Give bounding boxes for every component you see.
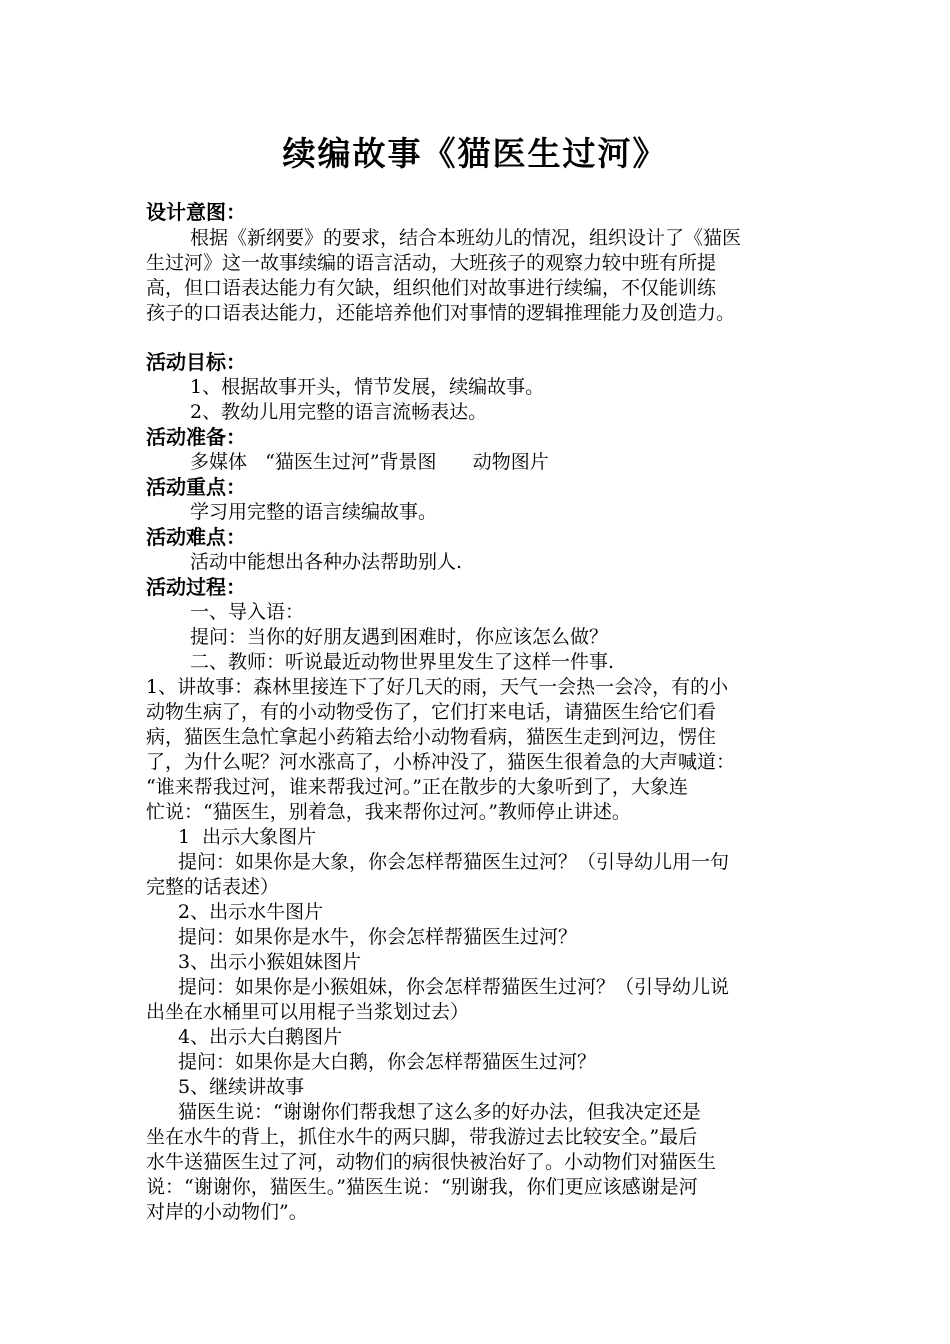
process-line: 提问：如果你是水牛，你会怎样帮猫医生过河？: [178, 926, 578, 948]
design-intent-heading: 设计意图：: [146, 200, 246, 224]
process-line: “谁来帮我过河，谁来帮我过河。”正在散步的大象听到了，大象连: [146, 776, 688, 798]
process-line: 完整的话表述）: [146, 876, 280, 898]
design-intent-line: 孩子的口语表达能力，还能培养他们对事情的逻辑推理能力及创造力。: [146, 302, 736, 324]
difficulty-text: 活动中能想出各种办法帮助别人.: [190, 551, 463, 573]
process-line: 坐在水牛的背上，抓住水牛的两只脚，带我游过去比较安全。”最后: [146, 1126, 698, 1148]
prep-text: 多媒体 “猫医生过河”背景图 动物图片: [190, 451, 549, 473]
process-line: 1 出示大象图片: [178, 826, 317, 848]
focus-heading: 活动重点：: [146, 475, 246, 499]
goal-item: 2、教幼儿用完整的语言流畅表达。: [190, 401, 488, 423]
process-line: 4、出示大白鹅图片: [178, 1026, 343, 1048]
process-line: 猫医生说：“谢谢你们帮我想了这么多的好办法，但我决定还是: [178, 1101, 701, 1123]
process-heading: 活动过程：: [146, 575, 246, 599]
process-line: 5、继续讲故事: [178, 1076, 305, 1098]
prep-heading: 活动准备：: [146, 425, 246, 449]
focus-text: 学习用完整的语言续编故事。: [190, 501, 438, 523]
difficulty-heading: 活动难点：: [146, 525, 246, 549]
process-line: 出坐在水桶里可以用棍子当浆划过去）: [146, 1001, 470, 1023]
goals-heading: 活动目标：: [146, 350, 246, 374]
page-title: 续编故事《猫医生过河》: [282, 134, 668, 173]
process-line: 3、出示小猴姐妹图片: [178, 951, 362, 973]
process-line: 提问：如果你是大象，你会怎样帮猫医生过河？（引导幼儿用一句: [178, 851, 730, 873]
process-line: 提问：当你的好朋友遇到困难时，你应该怎么做？: [190, 626, 609, 648]
process-line: 2、出示水牛图片: [178, 901, 324, 923]
process-line: 一、导入语：: [190, 601, 305, 623]
design-intent-line: 生过河》这一故事续编的语言活动，大班孩子的观察力较中班有所提: [146, 252, 717, 274]
design-intent-line: 高，但口语表达能力有欠缺，组织他们对故事进行续编，不仅能训练: [146, 277, 717, 299]
process-line: 病，猫医生急忙拿起小药箱去给小动物看病，猫医生走到河边，愣住: [146, 726, 717, 748]
process-line: 忙说：“猫医生，别着急，我来帮你过河。”教师停止讲述。: [146, 801, 631, 823]
process-line: 提问：如果你是大白鹅，你会怎样帮猫医生过河？: [178, 1051, 597, 1073]
process-line: 二、教师：听说最近动物世界里发生了这样一件事.: [190, 651, 615, 673]
process-line: 水牛送猫医生过了河，动物们的病很快被治好了。小动物们对猫医生: [146, 1151, 717, 1173]
process-line: 了，为什么呢？河水涨高了，小桥冲没了，猫医生很着急的大声喊道：: [146, 751, 736, 773]
process-line: 1、讲故事：森林里接连下了好几天的雨，天气一会热一会冷，有的小: [146, 676, 729, 698]
process-line: 动物生病了，有的小动物受伤了，它们打来电话，请猫医生给它们看: [146, 701, 717, 723]
process-line: 对岸的小动物们”。: [146, 1201, 308, 1223]
design-intent-line: 根据《新纲要》的要求，结合本班幼儿的情况，组织设计了《猫医: [190, 227, 742, 249]
goal-item: 1、根据故事开头，情节发展，续编故事。: [190, 376, 545, 398]
process-line: 说：“谢谢你，猫医生。”猫医生说：“别谢我，你们更应该感谢是河: [146, 1176, 698, 1198]
process-line: 提问：如果你是小猴姐妹，你会怎样帮猫医生过河？（引导幼儿说: [178, 976, 730, 998]
